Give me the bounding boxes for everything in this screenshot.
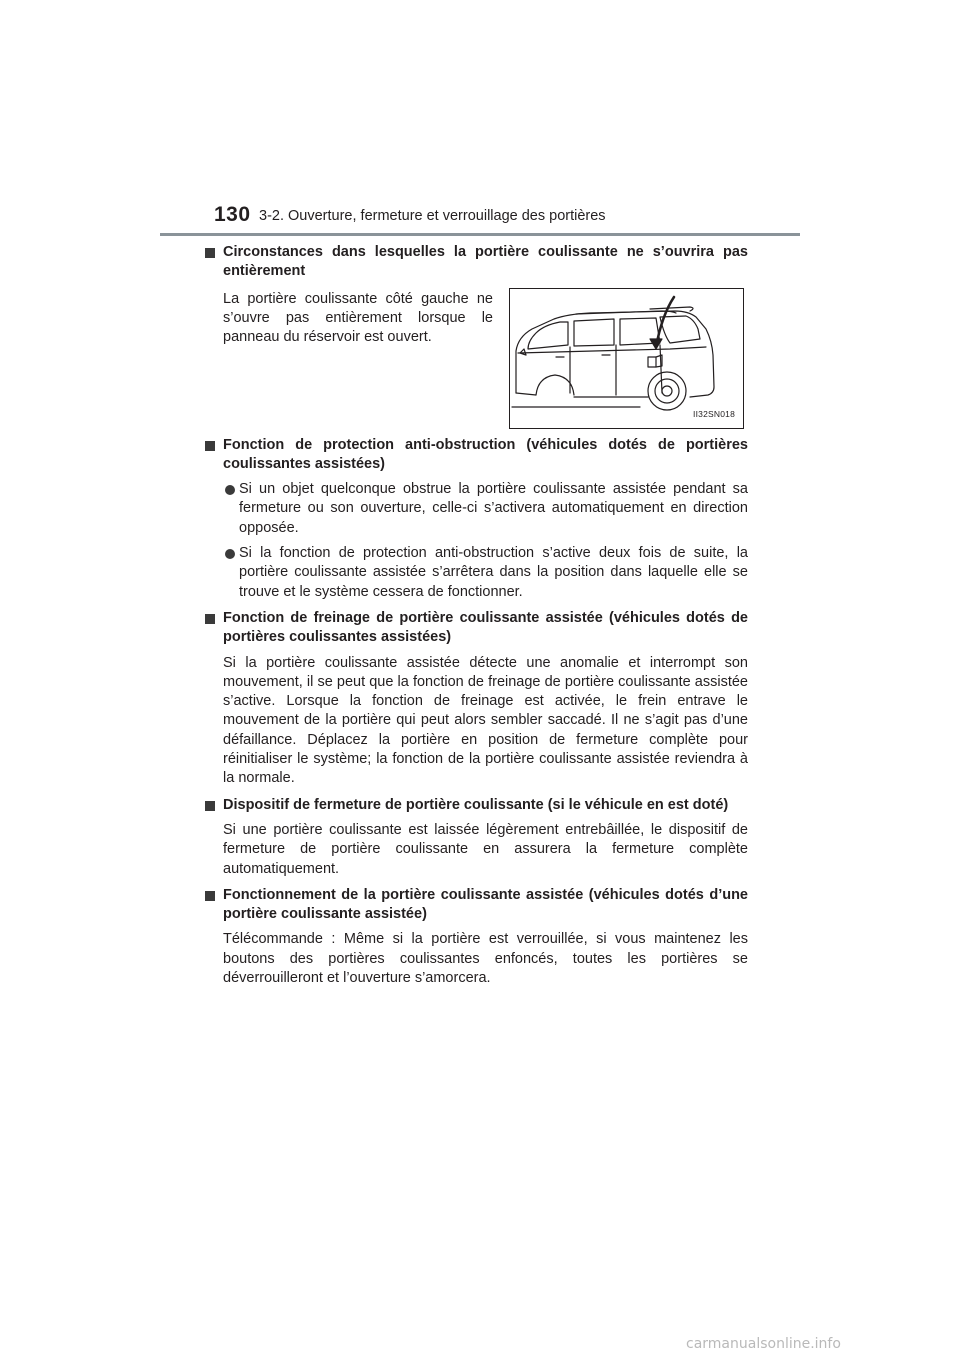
square-bullet-icon	[205, 614, 215, 624]
header-divider	[160, 233, 800, 236]
vehicle-illustration	[509, 288, 744, 429]
section-braking	[203, 609, 748, 789]
square-bullet-icon	[205, 891, 215, 901]
list-item: Si un objet quelconque obstrue la portière coulissante assistée pendant sa fermeture ou son ouverture, celle-ci s’activera automatiquement en direction opposée.	[203, 480, 748, 538]
square-bullet-icon	[205, 441, 215, 451]
square-bullet-icon	[205, 801, 215, 811]
figure-code: II32SN018	[693, 409, 735, 420]
section-text: Si une portière coulissante est laissée légèrement entrebâillée, le dispositif de fermeture de portière coulissante en assurera la fermeture complète automatiquement.	[223, 821, 748, 877]
section-heading: Fonction de protection anti-obstruction (véhicules dotés de portières coulissantes assistées)	[203, 436, 748, 475]
section-heading: Dispositif de fermeture de portière coulissante (si le véhicule en est doté)	[203, 796, 748, 815]
watermark-link[interactable]: carmanualsonline.info	[686, 1336, 841, 1352]
section-heading: Circonstances dans lesquelles la portière coulissante ne s’ouvrira pas entièrement	[203, 243, 748, 282]
section-heading: Fonction de freinage de portière coulissante assistée (véhicules dotés de portières coulissantes assistées)	[203, 609, 748, 648]
page-content	[203, 243, 748, 995]
list-item: Si la fonction de protection anti-obstruction s’active deux fois de suite, la portière coulissante assistée s’arrêtera dans la position dans laquelle elle se trouve et le système cessera de fonctionner.	[203, 544, 748, 602]
page-number: 130	[214, 203, 251, 226]
chapter-title: 3-2. Ouverture, fermeture et verrouillage des portières	[259, 208, 606, 224]
round-bullet-icon	[225, 549, 235, 559]
square-bullet-icon	[205, 248, 215, 258]
section-power-door	[203, 886, 748, 988]
section-heading: Fonctionnement de la portière coulissante assistée (véhicules dotés d’une portière coulissante assistée)	[203, 886, 748, 925]
section-text: Télécommande : Même si la portière est verrouillée, si vous maintenez les boutons des portières coulissantes enfoncés, toutes les portières se déverrouilleront et l’ouverture s’amorcera.	[223, 931, 748, 987]
section-anti-obstruction	[203, 436, 748, 602]
section-text: Si la portière coulissante assistée détecte une anomalie et interrompt son mouvement, il se peut que la fonction de freinage de portière coulissante assistée s’active. Lorsque la fonction de freinage est activée, le frein entrave le mouvement de la portière qui peut alors sembler saccadé. Il ne s’agit pas d’une défaillance. Déplacez la portière en position de fermeture complète pour réinitialiser le système; la fonction de la portière coulissante assistée reviendra à la normale.	[223, 654, 748, 787]
section-closer	[203, 796, 748, 879]
round-bullet-icon	[225, 485, 235, 495]
section-partial-opening	[203, 243, 748, 429]
section-text: La portière coulissante côté gauche ne s’ouvre pas entièrement lorsque le panneau du réservoir est ouvert.	[223, 290, 493, 346]
